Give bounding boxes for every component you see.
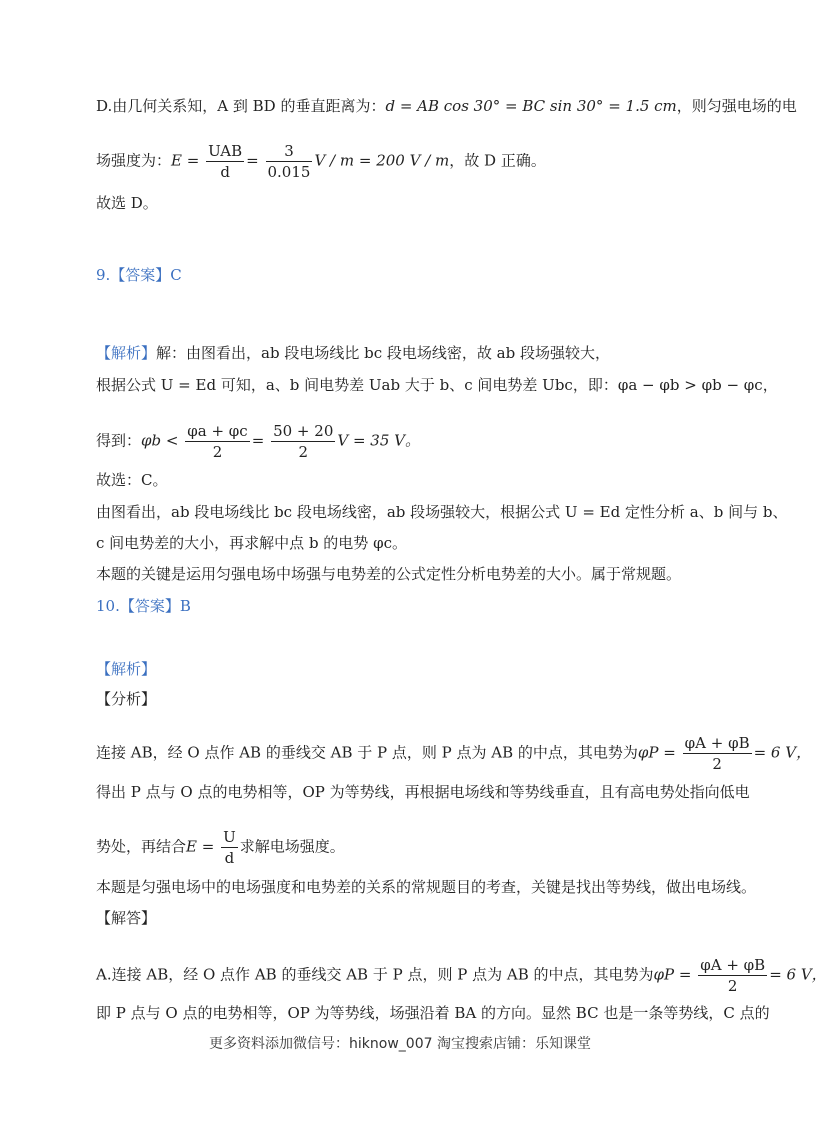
denominator: 2 [212, 443, 223, 461]
text-line [96, 955, 827, 996]
page-footer: 更多资料添加微信号：hiknow_007 淘宝搜索店铺：乐知课堂 [209, 1036, 591, 1052]
formula: V = 35 V。 [337, 431, 420, 450]
fraction [683, 733, 752, 774]
numerator: φA + φB [700, 956, 766, 974]
text-line: 本题是匀强电场中的电场强度和电势差的关系的常规题目的考查，关键是找出等势线，做出电场线。 [96, 878, 757, 896]
formula: = 6 V， [753, 743, 812, 762]
formula: d = AB cos 30° = BC sin 30° = 1.5 cm [385, 97, 677, 115]
formula: φP = [653, 965, 692, 984]
text-line [96, 827, 345, 868]
text-line: 根据公式 U = Ed 可知，a、b 间电势差 Uab 大于 b、c 间电势差 Ubc，即：φa − φb > φb − φc， [96, 376, 778, 394]
text-line: 本题的关键是运用匀强电场中场强与电势差的公式定性分析电势差的大小。属于常规题。 [96, 565, 682, 583]
text: A.连接 AB，经 O 点作 AB 的垂线交 AB 于 P 点，则 P 点为 AB 的中点，其电势为 [96, 965, 654, 984]
formula: φP = [637, 743, 676, 762]
denominator: 0.015 [267, 163, 311, 181]
analysis-tag: 【解析】 [96, 344, 157, 362]
text: 场强度为： [96, 151, 172, 170]
text-line: 由图看出，ab 段电场线比 bc 段电场线密，ab 段场强较大，根据公式 U = Ed 定性分析 a、b 间与 b、 [96, 503, 788, 521]
numerator: U [223, 828, 236, 846]
text-line: 故选 D。 [96, 194, 158, 212]
formula: E = [186, 837, 215, 856]
answer-heading: 9.【答案】C [96, 266, 182, 284]
fraction [221, 827, 238, 868]
text-line [96, 343, 610, 363]
formula: φb < [141, 431, 179, 450]
numerator: φa + φc [187, 422, 248, 440]
fraction [698, 955, 767, 996]
text-line [96, 96, 797, 116]
text: ，故 D 正确。 [449, 151, 546, 170]
denominator: d [220, 163, 230, 181]
text-line [96, 421, 420, 462]
text: = [251, 431, 265, 450]
text: 连接 AB，经 O 点作 AB 的垂线交 AB 于 P 点，则 P 点为 AB 的中点，其电势为 [96, 743, 638, 762]
numerator: 3 [266, 141, 313, 162]
text: 解：由图看出，ab 段电场线比 bc 段电场线密，故 ab 段场强较大， [156, 344, 610, 362]
denominator: 2 [298, 443, 308, 461]
answer-heading: 10.【答案】B [96, 597, 191, 615]
text: 得到： [96, 431, 142, 450]
text: = [246, 151, 259, 170]
text-line [96, 733, 811, 774]
numerator: φA + φB [684, 734, 750, 752]
formula: V / m = 200 V / m [314, 151, 450, 170]
text: D.由几何关系知，A 到 BD 的垂直距离为： [96, 97, 386, 115]
fraction [206, 141, 244, 182]
numerator: 50 + 20 [273, 422, 334, 440]
denominator: d [224, 849, 235, 867]
text-line: 得出 P 点与 O 点的电势相等，OP 为等势线，再根据电场线和等势线垂直，且有高电势处指向低电 [96, 783, 750, 801]
text: ，则匀强电场的电 [676, 97, 797, 115]
denominator: 2 [727, 977, 738, 995]
denominator: 2 [712, 755, 722, 773]
fraction [271, 421, 335, 462]
numerator: UAB [208, 142, 243, 160]
section-tag: 【解答】 [96, 909, 157, 927]
text: 势处，再结合 [96, 837, 187, 856]
fraction [266, 141, 313, 182]
text: 求解电场强度。 [239, 837, 345, 856]
formula: E = [171, 151, 200, 170]
text-line: c 间电势差的大小，再求解中点 b 的电势 φc。 [96, 534, 407, 552]
text-line [96, 141, 546, 182]
text-line: 故选：C。 [96, 471, 168, 489]
fraction [185, 421, 249, 462]
analysis-tag: 【解析】 [96, 660, 157, 678]
formula: = 6 V， [769, 965, 827, 984]
section-tag: 【分析】 [96, 690, 157, 708]
text-line: 即 P 点与 O 点的电势相等，OP 为等势线，场强沿着 BA 的方向。显然 BC 也是一条等势线，C 点的 [96, 1004, 770, 1022]
